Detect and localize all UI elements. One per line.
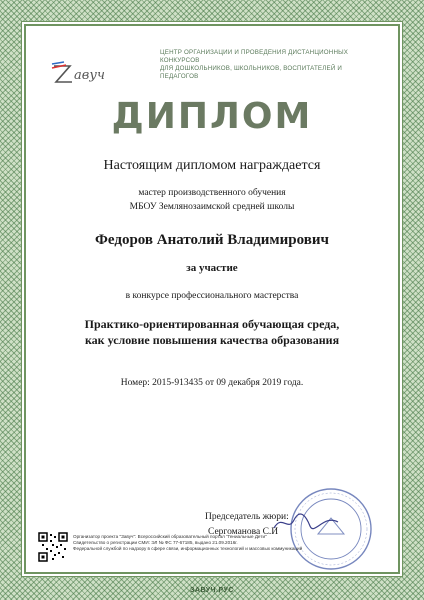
svg-text:авуч: авуч: [74, 68, 105, 83]
zavuch-logo: [50, 60, 130, 90]
recipient-name: Федоров Анатолий Владимирович: [95, 232, 329, 248]
awarded-text: Настоящим дипломом награждается: [103, 158, 321, 173]
qr-code: [38, 532, 68, 562]
footer-line-1: Организатор проекта "Завуч": Всероссийский образовательный портал "Гениальные Дети": [73, 534, 267, 539]
contest-text: в конкурсе профессионального мастерства: [125, 291, 299, 301]
org-line-1: ЦЕНТР ОРГАНИЗАЦИИ И ПРОВЕДЕНИЯ ДИСТАНЦИОННЫХ КОНКУРСОВ: [160, 49, 349, 64]
topic-line-1: Практико-ориентированная обучающая среда,: [84, 317, 340, 331]
chair-name: Сергоманова С.И: [208, 527, 279, 537]
contest-topic: [40, 316, 384, 348]
footer-line-2: Свидетельство о регистрации СМИ: ЭЛ № ФС 77-67185, выдано 21.09.2016г.: [73, 540, 238, 545]
recipient-position: мастер производственного обучения: [138, 188, 286, 198]
topic-line-2: как условие повышения качества образования: [84, 333, 340, 347]
recipient-school: МБОУ Землянозаимской средней школы: [129, 202, 295, 212]
organizer-heading: [160, 49, 370, 81]
org-line-2: ДЛЯ ДОШКОЛЬНИКОВ, ШКОЛЬНИКОВ, ВОСПИТАТЕЛЕЙ И ПЕДАГОГОВ: [160, 65, 343, 80]
diploma-number: Номер: 2015-913435 от 09 декабря 2019 года.: [120, 378, 304, 388]
site-label: ЗАВУЧ.РУС: [190, 587, 234, 594]
diploma-title: ДИПЛОМ: [111, 96, 313, 137]
participation-text: за участие: [186, 262, 238, 274]
chair-title: Председатель жюри:: [205, 512, 289, 522]
footer-legal: [73, 534, 333, 552]
footer-line-3: Федеральной службой по надзору в сфере связи, информационных технологий и массовых коммуникаций: [73, 546, 303, 551]
